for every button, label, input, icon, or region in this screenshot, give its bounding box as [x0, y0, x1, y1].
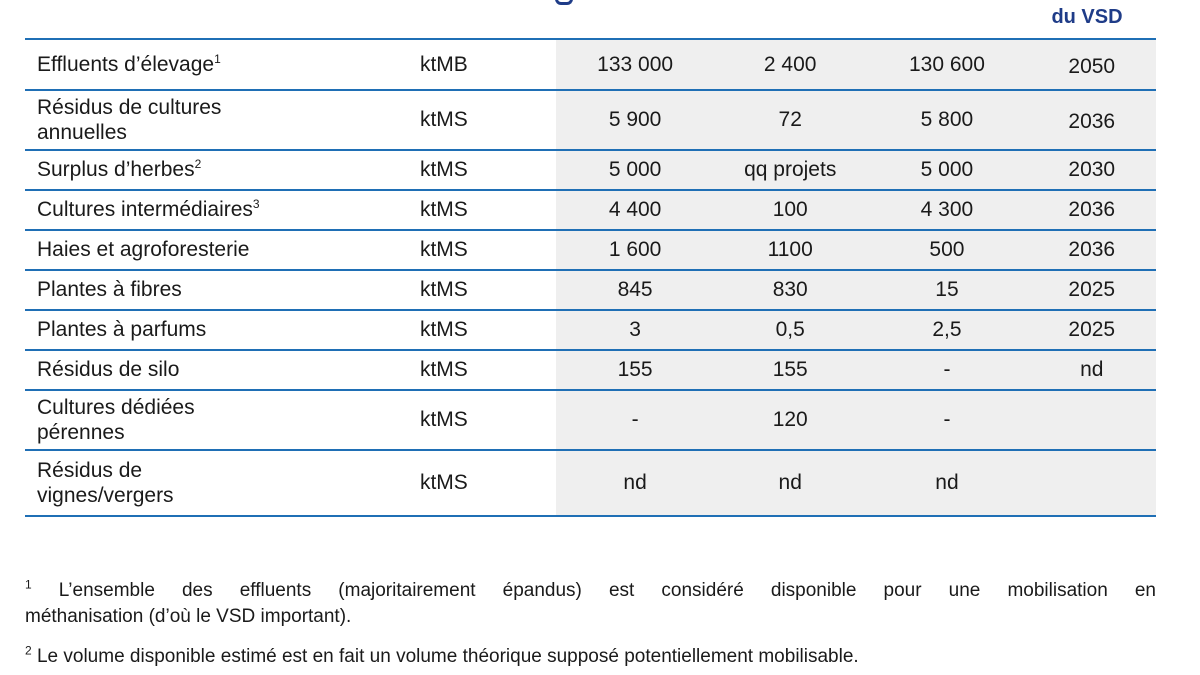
value-cell-1: -: [556, 390, 714, 450]
footnote-1-marker: 1: [25, 577, 32, 592]
year-cell: nd: [1028, 350, 1157, 390]
year-cell: 2025: [1028, 270, 1157, 310]
footnote-1-line-1: [25, 578, 1156, 604]
footnote-1: [25, 578, 1156, 630]
year-cell: 2025: [1028, 310, 1157, 350]
unit-cell: ktMB: [418, 40, 556, 90]
value-cell-2: 2 400: [714, 40, 866, 90]
resource-name: Plantes à fibres: [37, 278, 182, 301]
value-cell-3: nd: [866, 450, 1027, 516]
table-row: [25, 190, 1156, 230]
value-cell-2: 120: [714, 390, 866, 450]
resource-name-cell: [25, 350, 418, 390]
resource-name-cell: [25, 90, 418, 150]
value-cell-1: 4 400: [556, 190, 714, 230]
resource-name-cell: [25, 150, 418, 190]
resource-name: Résidus de silo: [37, 358, 180, 381]
value-cell-1: 133 000: [556, 40, 714, 90]
resource-name: Cultures intermédiaires: [37, 198, 253, 221]
value-cell-2: 100: [714, 190, 866, 230]
header-glyph-fragment: [555, 0, 573, 5]
resources-table: [25, 40, 1156, 517]
resource-name: Haies et agroforesterie: [37, 238, 250, 261]
value-cell-3: 5 000: [866, 150, 1027, 190]
table-row: [25, 40, 1156, 90]
footnote-marker: 3: [252, 197, 260, 211]
value-cell-2: qq projets: [714, 150, 866, 190]
table-row: [25, 350, 1156, 390]
unit-cell: ktMS: [418, 270, 556, 310]
resource-name-line-2: vignes/vergers: [37, 484, 174, 507]
resource-name-line-2: annuelles: [37, 121, 127, 144]
unit-cell: ktMS: [418, 230, 556, 270]
value-cell-1: 845: [556, 270, 714, 310]
value-cell-2: 830: [714, 270, 866, 310]
table-header-partial: [0, 0, 1200, 38]
resource-name-cell: [25, 230, 418, 270]
unit-cell: ktMS: [418, 310, 556, 350]
footnote-marker: 2: [194, 157, 202, 171]
resource-name-cell: [25, 40, 418, 90]
footnote-2-text: Le volume disponible estimé est en fait un volume théorique supposé potentiellement mobilisable.: [36, 646, 859, 667]
table-row: [25, 270, 1156, 310]
footnotes: [25, 578, 1156, 670]
footnote-1-line-2: méthanisation (d’où le VSD important).: [25, 606, 352, 627]
resource-name-line-1: Cultures dédiées: [37, 396, 195, 419]
unit-cell: ktMS: [418, 350, 556, 390]
value-cell-1: 3: [556, 310, 714, 350]
resource-name: Surplus d’herbes: [37, 158, 195, 181]
resource-name: Plantes à parfums: [37, 318, 207, 341]
value-cell-3: 2,5: [866, 310, 1027, 350]
value-cell-2: 1100: [714, 230, 866, 270]
year-cell: [1028, 450, 1157, 516]
unit-cell: ktMS: [418, 450, 556, 516]
resource-name-line-2: pérennes: [37, 421, 125, 444]
table-body: [25, 40, 1156, 516]
value-cell-3: 4 300: [866, 190, 1027, 230]
table-row: [25, 450, 1156, 516]
value-cell-1: nd: [556, 450, 714, 516]
footnote-2: [25, 644, 1156, 670]
value-cell-1: 155: [556, 350, 714, 390]
year-cell: 2030: [1028, 150, 1157, 190]
footnote-2-paragraph: [25, 644, 1156, 670]
value-cell-3: 15: [866, 270, 1027, 310]
value-cell-3: -: [866, 350, 1027, 390]
year-cell: 2036: [1028, 230, 1157, 270]
value-cell-3: -: [866, 390, 1027, 450]
value-cell-1: 5 900: [556, 90, 714, 150]
footnote-1-text-a: L’ensemble des effluents (majoritairement épandus) est considéré disponible pour une mobilisation en: [58, 580, 1156, 601]
table-row: [25, 150, 1156, 190]
year-cell: 2036: [1028, 90, 1157, 150]
resource-name-cell: [25, 310, 418, 350]
unit-cell: ktMS: [418, 150, 556, 190]
value-cell-2: 155: [714, 350, 866, 390]
resource-name-cell: [25, 270, 418, 310]
value-cell-2: 0,5: [714, 310, 866, 350]
table-row: [25, 390, 1156, 450]
unit-cell: ktMS: [418, 190, 556, 230]
value-cell-2: nd: [714, 450, 866, 516]
value-cell-3: 500: [866, 230, 1027, 270]
header-year-column-fragment: du VSD: [1051, 6, 1123, 28]
value-cell-2: 72: [714, 90, 866, 150]
value-cell-1: 5 000: [556, 150, 714, 190]
unit-cell: ktMS: [418, 390, 556, 450]
value-cell-3: 5 800: [866, 90, 1027, 150]
footnote-marker: 1: [214, 51, 221, 66]
resource-name-line-1: Résidus de: [37, 459, 143, 482]
value-cell-1: 1 600: [556, 230, 714, 270]
resource-name: Effluents d’élevage: [37, 52, 215, 76]
value-cell-3: 130 600: [866, 40, 1027, 90]
resource-name-cell: [25, 450, 418, 516]
unit-cell: ktMS: [418, 90, 556, 150]
resource-name-cell: [25, 390, 418, 450]
table-row: [25, 310, 1156, 350]
footnote-2-marker: 2: [25, 643, 32, 658]
year-cell: 2036: [1028, 190, 1157, 230]
resource-name-cell: [25, 190, 418, 230]
table-row: [25, 90, 1156, 150]
resource-name-line-1: Résidus de cultures: [37, 96, 222, 119]
year-cell: [1028, 390, 1157, 450]
table-row: [25, 230, 1156, 270]
year-cell: 2050: [1028, 40, 1157, 90]
